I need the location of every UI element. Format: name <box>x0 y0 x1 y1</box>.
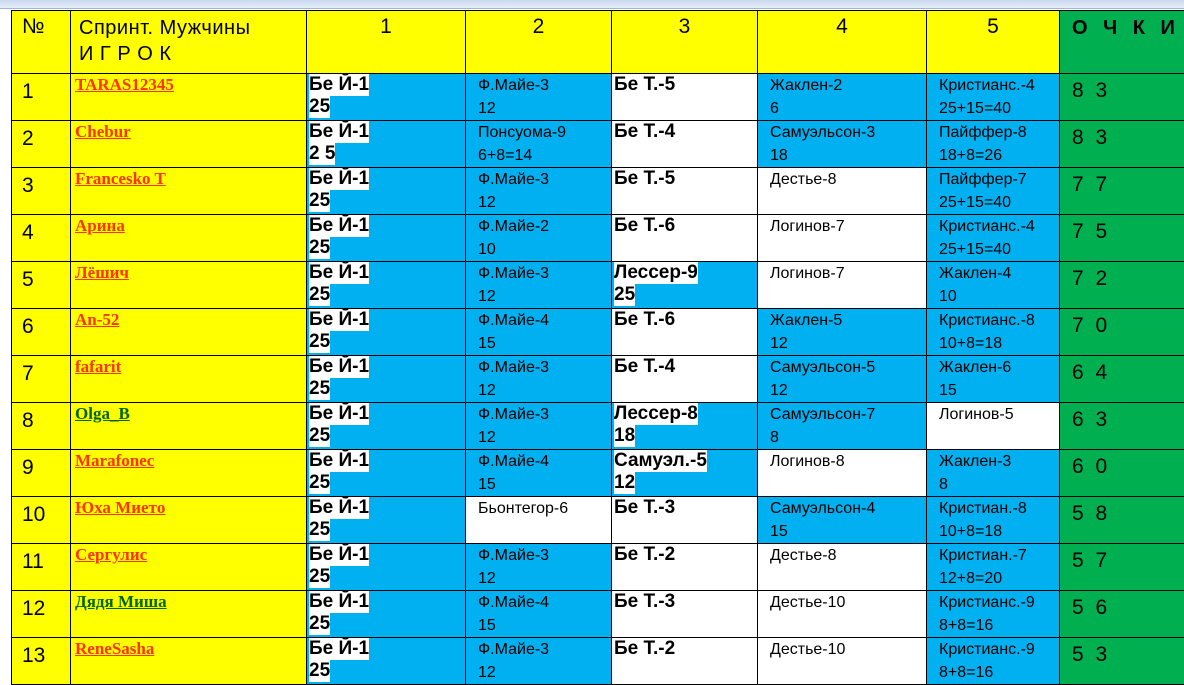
pick-name: Понсуома-9 <box>478 121 611 144</box>
points-value: 7 2 <box>1060 262 1184 291</box>
pick-name: Бе Т.-6 <box>614 215 675 237</box>
stage-2-cell <box>466 450 612 497</box>
pick-score: 8 <box>770 426 926 449</box>
pick-name: Кристиан.-7 <box>939 544 1059 567</box>
rank: 8 <box>12 403 70 433</box>
stage-5-cell <box>927 356 1060 403</box>
table-row <box>12 309 1184 356</box>
table-row <box>12 356 1184 403</box>
stage-1-cell <box>307 74 466 121</box>
pick-name: Ф.Майе-4 <box>478 450 611 473</box>
pick-score: 25+15=40 <box>939 97 1059 120</box>
points-cell <box>1060 591 1184 638</box>
stage-5-cell <box>927 497 1060 544</box>
rank-cell <box>12 450 71 497</box>
pick-name: Кристианс.-8 <box>939 309 1059 332</box>
header-points: О Ч К И <box>1060 11 1184 74</box>
pick-name: Бе Й-1 <box>309 403 369 425</box>
pick-name: Логинов-7 <box>770 262 926 285</box>
pick-score: 12 <box>478 567 611 590</box>
player-cell <box>71 215 307 262</box>
pick-name: Ф.Майе-3 <box>478 262 611 285</box>
pick-name: Жаклен-6 <box>939 356 1059 379</box>
pick-score: 8 <box>939 473 1059 496</box>
rank-cell <box>12 544 71 591</box>
pick-score: 12 <box>478 661 611 684</box>
stage-2-cell <box>466 74 612 121</box>
header-stage-4: 4 <box>758 11 927 74</box>
rank-cell <box>12 638 71 685</box>
pick-score: 12 <box>770 379 926 402</box>
player-cell <box>71 74 307 121</box>
stage-4-cell <box>758 450 927 497</box>
stage-4-cell <box>758 74 927 121</box>
pick-score: 10+8=18 <box>939 520 1059 543</box>
stage-2-cell <box>466 591 612 638</box>
pick-score: 12 <box>478 426 611 449</box>
pick-score: 25 <box>309 378 330 400</box>
stage-5-cell <box>927 168 1060 215</box>
points-value: 7 5 <box>1060 215 1184 244</box>
pick-name: Кристианс.-4 <box>939 74 1059 97</box>
rank-cell <box>12 403 71 450</box>
stage-3-cell <box>612 215 758 262</box>
stage-3-cell <box>612 638 758 685</box>
header-stage-3: 3 <box>612 11 758 74</box>
pick-name: Ф.Майе-3 <box>478 74 611 97</box>
window-top-strip <box>0 0 1184 9</box>
stage-2-cell <box>466 262 612 309</box>
sprint-results-table <box>11 10 1184 685</box>
rank-cell <box>12 168 71 215</box>
pick-score: 12 <box>478 285 611 308</box>
stage-4-cell <box>758 121 927 168</box>
table-row <box>12 638 1184 685</box>
table-body <box>12 11 1184 685</box>
pick-name: Пайффер-8 <box>939 121 1059 144</box>
pick-name: Бе Т.-2 <box>614 638 675 660</box>
rank: 7 <box>12 356 70 386</box>
table-row <box>12 450 1184 497</box>
player-cell <box>71 356 307 403</box>
stage-5-cell <box>927 544 1060 591</box>
pick-name: Бе Й-1 <box>309 356 369 378</box>
stage-2-cell <box>466 544 612 591</box>
player-link[interactable]: Юха Миетo <box>71 497 306 518</box>
player-cell <box>71 309 307 356</box>
pick-name: Бе Й-1 <box>309 544 369 566</box>
player-cell <box>71 544 307 591</box>
pick-name: Дестье-8 <box>770 544 926 567</box>
player-cell <box>71 591 307 638</box>
rank-cell <box>12 356 71 403</box>
pick-name: Жаклен-2 <box>770 74 926 97</box>
stage-1-cell <box>307 309 466 356</box>
pick-name: Лессер-9 <box>614 262 698 284</box>
header-no-label: № <box>12 11 70 39</box>
points-cell <box>1060 74 1184 121</box>
pick-name: Дестье-8 <box>770 168 926 191</box>
pick-score: 6 <box>770 97 926 120</box>
rank-cell <box>12 497 71 544</box>
pick-name: Бьонтегор-6 <box>478 497 611 520</box>
pick-name: Пайффер-7 <box>939 168 1059 191</box>
rank-cell <box>12 74 71 121</box>
stage-5-cell <box>927 309 1060 356</box>
stage-5-cell <box>927 121 1060 168</box>
player-link[interactable]: An-52 <box>71 309 306 330</box>
table-row <box>12 497 1184 544</box>
player-link[interactable]: Marafonec <box>71 450 306 471</box>
pick-name: Кристиан.-8 <box>939 497 1059 520</box>
points-cell <box>1060 356 1184 403</box>
stage-2-cell <box>466 497 612 544</box>
player-link[interactable]: Olga_B <box>71 403 306 424</box>
stage-3-cell <box>612 262 758 309</box>
stage-4-cell <box>758 638 927 685</box>
stage-2-cell <box>466 356 612 403</box>
pick-name: Ф.Майе-3 <box>478 544 611 567</box>
points-value: 6 0 <box>1060 450 1184 479</box>
table-row <box>12 591 1184 638</box>
stage-1-cell <box>307 121 466 168</box>
pick-score: 10 <box>939 285 1059 308</box>
rank: 11 <box>12 544 70 574</box>
pick-score: 25+15=40 <box>939 238 1059 261</box>
points-value: 5 8 <box>1060 497 1184 526</box>
pick-name: Ф.Майе-3 <box>478 356 611 379</box>
stage-2-cell <box>466 168 612 215</box>
stage-4-cell <box>758 591 927 638</box>
pick-score: 25 <box>309 660 330 682</box>
stage-3-cell <box>612 121 758 168</box>
table-row <box>12 121 1184 168</box>
points-cell <box>1060 309 1184 356</box>
stage-3-cell <box>612 74 758 121</box>
player-cell <box>71 638 307 685</box>
rank-cell <box>12 309 71 356</box>
stage-5-cell <box>927 74 1060 121</box>
stage-4-cell <box>758 544 927 591</box>
stage-4-cell <box>758 215 927 262</box>
header-stage-1: 1 <box>307 11 466 74</box>
player-link[interactable]: Сергулис <box>71 544 306 565</box>
stage-5-cell <box>927 450 1060 497</box>
player-cell <box>71 403 307 450</box>
pick-score: 12 <box>614 472 635 494</box>
pick-score: 2 5 <box>309 143 335 165</box>
points-cell <box>1060 121 1184 168</box>
stage-2-cell <box>466 121 612 168</box>
stage-5-cell <box>927 403 1060 450</box>
points-value: 5 6 <box>1060 591 1184 620</box>
pick-name: Бе Т.-2 <box>614 544 675 566</box>
pick-name: Жаклен-4 <box>939 262 1059 285</box>
pick-score: 25 <box>309 284 330 306</box>
pick-score: 12+8=20 <box>939 567 1059 590</box>
stage-5-cell <box>927 262 1060 309</box>
stage-1-cell <box>307 168 466 215</box>
rank: 10 <box>12 497 70 527</box>
rank-cell <box>12 262 71 309</box>
rank: 5 <box>12 262 70 292</box>
player-link[interactable]: Арина <box>71 215 306 236</box>
pick-name: Самуэльсон-5 <box>770 356 926 379</box>
points-value: 5 7 <box>1060 544 1184 573</box>
pick-name: Самуэльсон-7 <box>770 403 926 426</box>
pick-name: Бе Й-1 <box>309 638 369 660</box>
rank: 3 <box>12 168 70 198</box>
player-cell <box>71 168 307 215</box>
pick-score: 15 <box>770 520 926 543</box>
points-cell <box>1060 450 1184 497</box>
stage-3-cell <box>612 168 758 215</box>
stage-4-cell <box>758 309 927 356</box>
pick-name: Бе Т.-4 <box>614 356 675 378</box>
rank-cell <box>12 591 71 638</box>
rank: 6 <box>12 309 70 339</box>
player-link[interactable]: Лёшич <box>71 262 306 283</box>
pick-name: Бе Т.-3 <box>614 591 675 613</box>
player-cell <box>71 262 307 309</box>
header-no <box>12 11 71 74</box>
pick-name: Дестье-10 <box>770 638 926 661</box>
header-stage-5: 5 <box>927 11 1060 74</box>
stage-4-cell <box>758 168 927 215</box>
pick-name: Ф.Майе-3 <box>478 638 611 661</box>
pick-score: 25 <box>309 425 330 447</box>
pick-name: Бе Т.-3 <box>614 497 675 519</box>
player-link[interactable]: Francesko T <box>71 168 306 189</box>
stage-2-cell <box>466 638 612 685</box>
header-player-label: И Г Р О К <box>79 41 306 67</box>
pick-name: Бе Й-1 <box>309 215 369 237</box>
table-row <box>12 262 1184 309</box>
pick-score: 25 <box>309 237 330 259</box>
stage-4-cell <box>758 356 927 403</box>
rank: 4 <box>12 215 70 245</box>
pick-score: 12 <box>770 332 926 355</box>
stage-1-cell <box>307 403 466 450</box>
pick-name: Ф.Майе-3 <box>478 403 611 426</box>
pick-name: Ф.Майе-4 <box>478 591 611 614</box>
points-cell <box>1060 403 1184 450</box>
pick-score: 12 <box>478 191 611 214</box>
player-link[interactable]: Дядя Миша <box>71 591 306 612</box>
pick-score: 8+8=16 <box>939 614 1059 637</box>
pick-name: Логинов-7 <box>770 215 926 238</box>
pick-name: Жаклен-3 <box>939 450 1059 473</box>
pick-name: Бе Й-1 <box>309 121 369 143</box>
pick-score: 15 <box>939 379 1059 402</box>
pick-name: Бе Й-1 <box>309 168 369 190</box>
points-value: 6 4 <box>1060 356 1184 385</box>
pick-score: 12 <box>478 97 611 120</box>
stage-3-cell <box>612 309 758 356</box>
pick-score: 6+8=14 <box>478 144 611 167</box>
pick-name: Самуэльсон-3 <box>770 121 926 144</box>
header-stage-2: 2 <box>466 11 612 74</box>
stage-5-cell <box>927 591 1060 638</box>
pick-name: Бе Й-1 <box>309 262 369 284</box>
pick-score: 18 <box>614 425 635 447</box>
pick-name: Бе Т.-5 <box>614 74 675 96</box>
points-cell <box>1060 168 1184 215</box>
pick-score: 10+8=18 <box>939 332 1059 355</box>
pick-score: 25 <box>309 519 330 541</box>
stage-1-cell <box>307 497 466 544</box>
rank: 13 <box>12 638 70 668</box>
pick-name: Самуэл.-5 <box>614 450 707 472</box>
header-player <box>71 11 307 74</box>
player-link[interactable]: TARAS12345 <box>71 74 306 95</box>
stage-1-cell <box>307 450 466 497</box>
pick-name: Бе Й-1 <box>309 74 369 96</box>
pick-score: 25 <box>614 284 635 306</box>
pick-name: Ф.Майе-4 <box>478 309 611 332</box>
pick-name: Бе Й-1 <box>309 450 369 472</box>
stage-1-cell <box>307 215 466 262</box>
stage-1-cell <box>307 356 466 403</box>
points-cell <box>1060 638 1184 685</box>
pick-name: Кристианс.-4 <box>939 215 1059 238</box>
pick-name: Логинов-5 <box>939 403 1059 426</box>
pick-name: Кристианс.-9 <box>939 591 1059 614</box>
pick-score: 25 <box>309 96 330 118</box>
pick-name: Лессер-8 <box>614 403 698 425</box>
player-link[interactable]: Chebur <box>71 121 306 142</box>
pick-name: Бе Й-1 <box>309 591 369 613</box>
pick-name: Жаклен-5 <box>770 309 926 332</box>
pick-score: 15 <box>478 473 611 496</box>
player-cell <box>71 450 307 497</box>
header-row <box>12 11 1184 74</box>
stage-1-cell <box>307 591 466 638</box>
stage-3-cell <box>612 497 758 544</box>
stage-1-cell <box>307 638 466 685</box>
pick-name: Самуэльсон-4 <box>770 497 926 520</box>
pick-score: 15 <box>478 332 611 355</box>
points-value: 6 3 <box>1060 403 1184 432</box>
stage-1-cell <box>307 262 466 309</box>
points-value: 8 3 <box>1060 121 1184 150</box>
stage-3-cell <box>612 591 758 638</box>
pick-score: 25 <box>309 190 330 212</box>
rank: 9 <box>12 450 70 480</box>
stage-4-cell <box>758 497 927 544</box>
pick-name: Бе Й-1 <box>309 309 369 331</box>
table-row <box>12 215 1184 262</box>
pick-score: 18 <box>770 144 926 167</box>
points-value: 5 3 <box>1060 638 1184 667</box>
table-row <box>12 168 1184 215</box>
rank-cell <box>12 121 71 168</box>
pick-name: Ф.Майе-2 <box>478 215 611 238</box>
stage-5-cell <box>927 638 1060 685</box>
stage-3-cell <box>612 544 758 591</box>
stage-3-cell <box>612 356 758 403</box>
points-value: 8 3 <box>1060 74 1184 103</box>
pick-name: Ф.Майе-3 <box>478 168 611 191</box>
pick-score: 25 <box>309 566 330 588</box>
table-row <box>12 74 1184 121</box>
pick-name: Бе Й-1 <box>309 497 369 519</box>
pick-score: 18+8=26 <box>939 144 1059 167</box>
rank: 1 <box>12 74 70 104</box>
pick-name: Дестье-10 <box>770 591 926 614</box>
rank-cell <box>12 215 71 262</box>
stage-2-cell <box>466 309 612 356</box>
player-link[interactable]: fafarit <box>71 356 306 377</box>
pick-score: 25 <box>309 472 330 494</box>
player-cell <box>71 121 307 168</box>
points-value: 7 0 <box>1060 309 1184 338</box>
pick-score: 25 <box>309 613 330 635</box>
player-link[interactable]: ReneSasha <box>71 638 306 659</box>
table-row <box>12 544 1184 591</box>
points-cell <box>1060 544 1184 591</box>
points-cell <box>1060 215 1184 262</box>
table-row <box>12 403 1184 450</box>
header-title: Спринт. Мужчины <box>79 15 306 41</box>
pick-score: 15 <box>478 614 611 637</box>
stage-4-cell <box>758 403 927 450</box>
pick-score: 8+8=16 <box>939 661 1059 684</box>
points-value: 7 7 <box>1060 168 1184 197</box>
stage-1-cell <box>307 544 466 591</box>
pick-score: 12 <box>478 379 611 402</box>
stage-5-cell <box>927 215 1060 262</box>
pick-score: 25 <box>309 331 330 353</box>
pick-name: Логинов-8 <box>770 450 926 473</box>
pick-name: Бе Т.-6 <box>614 309 675 331</box>
player-cell <box>71 497 307 544</box>
rank: 2 <box>12 121 70 151</box>
pick-score: 25+15=40 <box>939 191 1059 214</box>
stage-3-cell <box>612 403 758 450</box>
stage-3-cell <box>612 450 758 497</box>
pick-name: Бе Т.-4 <box>614 121 675 143</box>
pick-score: 10 <box>478 238 611 261</box>
stage-2-cell <box>466 215 612 262</box>
points-cell <box>1060 262 1184 309</box>
stage-2-cell <box>466 403 612 450</box>
pick-name: Кристианс.-9 <box>939 638 1059 661</box>
points-cell <box>1060 497 1184 544</box>
stage-4-cell <box>758 262 927 309</box>
rank: 12 <box>12 591 70 621</box>
pick-name: Бе Т.-5 <box>614 168 675 190</box>
